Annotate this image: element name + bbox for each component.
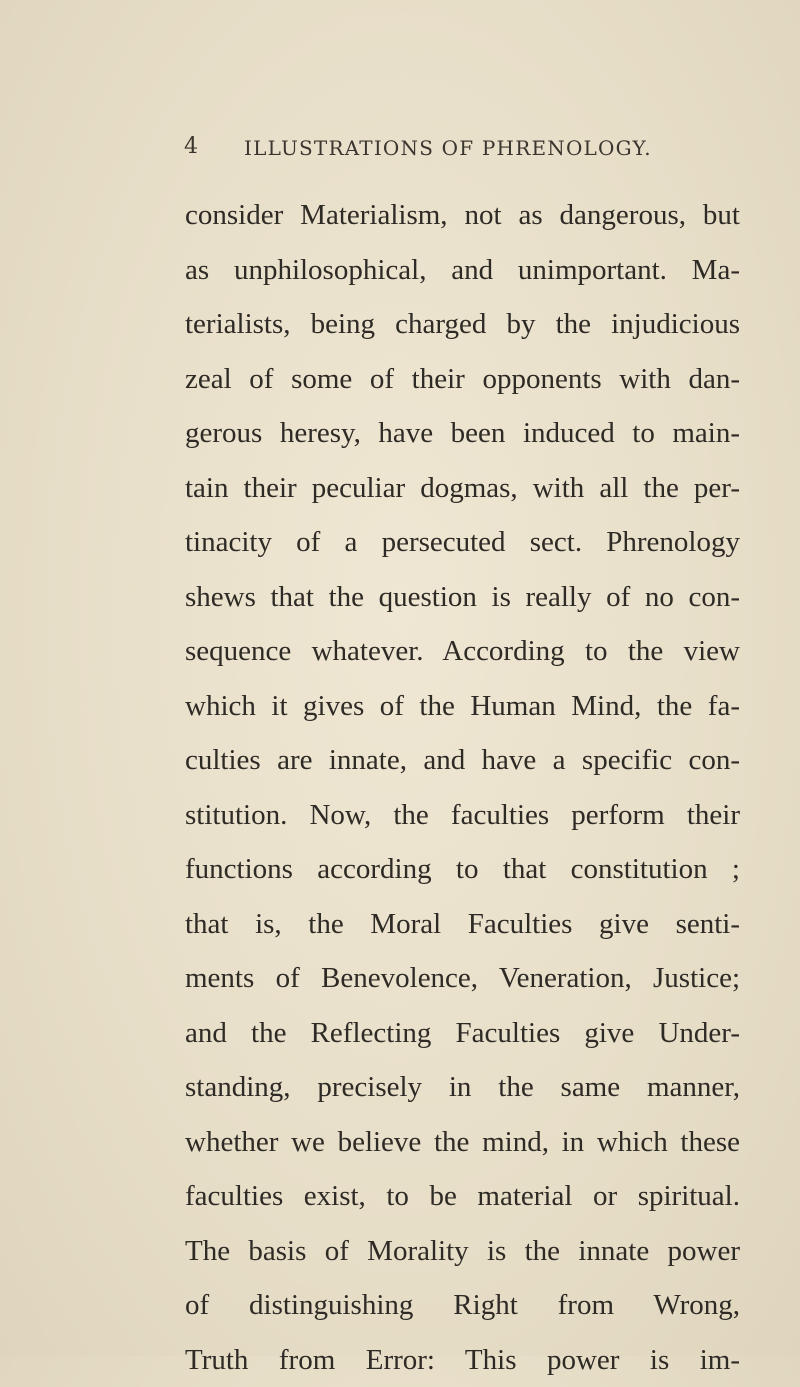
text-line: and the Reflecting Faculties give Under- (185, 1006, 740, 1061)
text-line: standing, precisely in the same manner, (185, 1060, 740, 1115)
text-line: tain their peculiar dogmas, with all the per- (185, 461, 740, 516)
text-line: faculties exist, to be material or spiritual. (185, 1169, 740, 1224)
page-number: 4 (184, 134, 198, 159)
running-title: ILLUSTRATIONS OF PHRENOLOGY. (244, 136, 652, 160)
text-line: shews that the question is really of no con- (185, 570, 740, 625)
text-line: sequence whatever. According to the view (185, 624, 740, 679)
text-line: culties are innate, and have a specific con- (185, 733, 740, 788)
text-line: terialists, being charged by the injudicious (185, 297, 740, 352)
text-line: which it gives of the Human Mind, the fa- (185, 679, 740, 734)
text-line: of distinguishing Right from Wrong, (185, 1278, 740, 1333)
text-line: The basis of Morality is the innate power (185, 1224, 740, 1279)
text-line: functions according to that constitution ; (185, 842, 740, 897)
text-line: as unphilosophical, and unimportant. Ma- (185, 243, 740, 298)
text-line: tinacity of a persecuted sect. Phrenology (185, 515, 740, 570)
text-line: whether we believe the mind, in which these (185, 1115, 740, 1170)
text-line: that is, the Moral Faculties give senti- (185, 897, 740, 952)
body-text (185, 188, 740, 1387)
text-line: consider Materialism, not as dangerous, but (185, 188, 740, 243)
text-line: Truth from Error: This power is im- (185, 1333, 740, 1387)
text-line: gerous heresy, have been induced to main- (185, 406, 740, 461)
text-line: ments of Benevolence, Veneration, Justice; (185, 951, 740, 1006)
text-line: stitution. Now, the faculties perform their (185, 788, 740, 843)
text-line: zeal of some of their opponents with dan- (185, 352, 740, 407)
